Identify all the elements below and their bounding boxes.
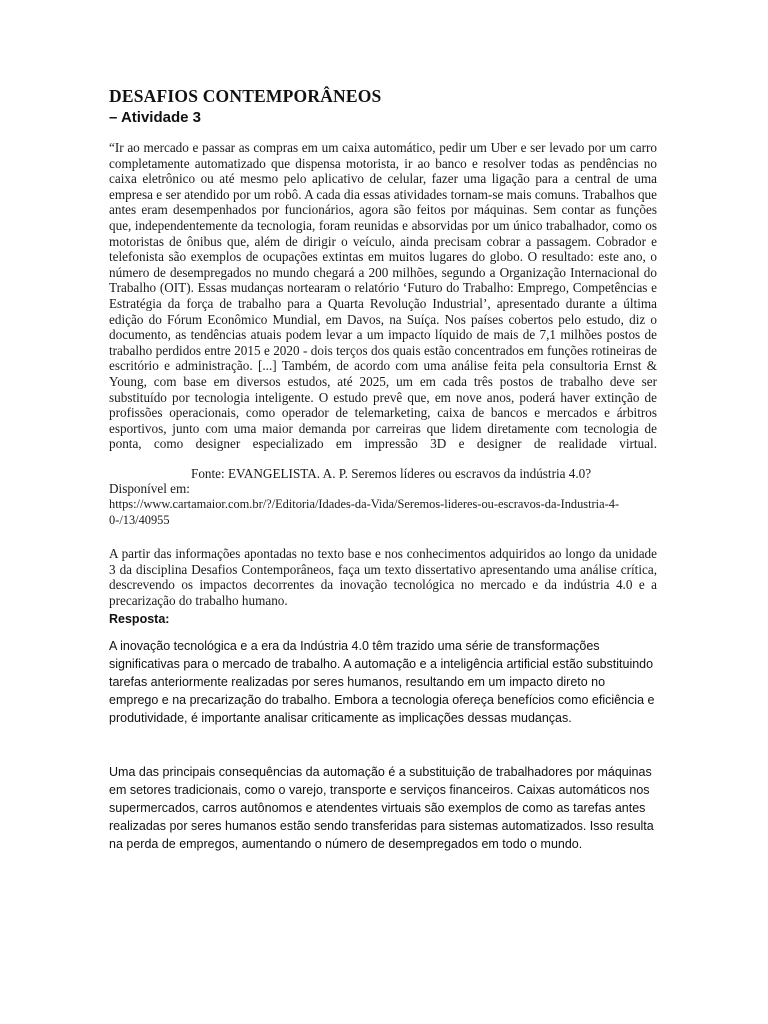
- source-citation: [109, 466, 657, 497]
- available-label: Disponível em:: [109, 481, 190, 497]
- source-line: Fonte: EVANGELISTA. A. P. Seremos líderes ou escravos da indústria 4.0?: [191, 465, 592, 481]
- answer-paragraph: A inovação tecnológica e a era da Indústria 4.0 têm trazido uma série de transformações significativas para o mercado de trabalho. A automação e a inteligência artificial estão substituindo tarefas anteriormente realizadas por seres humanos, resultando em um impacto direto no emprego e na precarização do trabalho. Embora a tecnologia ofereça benefícios como eficiência e produtividade, é importante analisar criticamente as implicações dessas mudanças.: [109, 638, 655, 725]
- document-title: DESAFIOS CONTEMPORÂNEOS: [109, 86, 382, 106]
- quote-paragraph: “Ir ao mercado e passar as compras em um caixa automático, pedir um Uber e ser levado por um carro completamente automatizado que dispensa motorista, ir ao banco e resolver todas as pendências no caixa eletrônico ou até mesmo pelo aplicativo de celular, fazer uma ligação para a central de uma empresa e ser atendido por um robô. A cada dia essas atividades tornam-se mais comuns. Trabalhos que antes eram desempenhados por funcionários, agora são feitos por máquinas. Sem contar as funções que, independentemente da tecnologia, foram reunidas e absorvidas por um único trabalhador, como os motoristas de ônibus que, além de dirigir o veículo, ainda precisam cobrar a passagem. Cobrador e telefonista são exemplos de ocupações extintas em muitos lugares do globo. O resultado: este ano, o número de desempregados no mundo chegará a 200 milhões, segundo a Organização Internacional do Trabalho (OIT). Essas mudanças nortearam o relatório ‘Futuro do Trabalho: Emprego, Competências e Estratégia da força de trabalho para a Quarta Revolução Industrial’, apresentado durante a última edição do Fórum Econômico Mundial, em Davos, na Suíça. Nos países cobertos pelo estudo, diz o documento, as tendências atuais podem levar a um impacto líquido de mais de 7,1 milhões postos de trabalho perdidos entre 2015 e 2020 - dois terços dos quais estão concentrados em funções rotineiras de escritório e administração. [...] Também, de acordo com uma análise feita pela consultoria Ernst & Young, com base em diversos estudos, até 2025, um em cada três postos de trabalho deve ser substituído por tecnologia inteligente. O estudo prevê que, em nove anos, poderá haver extinção de profissões operacionais, como operador de telemarketing, caixa de bancos e mercados e árbitros esportivos, junto com uma maior demanda por carreiras que lidem diretamente com tecnologia de ponta, como designer especializado em impressão 3D e designer de realidade virtual.: [109, 140, 657, 452]
- source-url[interactable]: https://www.cartamaior.com.br/?/Editoria/Idades-da-Vida/Seremos-lideres-ou-escravos-da-Industria-4-0-/13/40955: [109, 497, 620, 527]
- document-subtitle: – Atividade 3: [109, 109, 201, 126]
- answer-label: Resposta:: [109, 611, 170, 626]
- document-page: [109, 86, 657, 853]
- answer-paragraph: Uma das principais consequências da automação é a substituição de trabalhadores por máquinas em setores tradicionais, como o varejo, transporte e serviços financeiros. Caixas automáticos nos supermercados, carros autônomos e atendentes virtuais são exemplos de como as tarefas antes realizadas por seres humanos estão sendo transferidas para sistemas automatizados. Isso resulta na perda de empregos, aumentando o número de desempregados em todo o mundo.: [109, 764, 654, 851]
- assignment-prompt: A partir das informações apontadas no texto base e nos conhecimentos adquiridos ao longo da unidade 3 da disciplina Desafios Contemporâneos, faça um texto dissertativo apresentando uma análise crítica, descrevendo os impactos decorrentes da inovação tecnológica no mercado e da indústria 4.0 e a precarização do trabalho humano.: [109, 546, 657, 609]
